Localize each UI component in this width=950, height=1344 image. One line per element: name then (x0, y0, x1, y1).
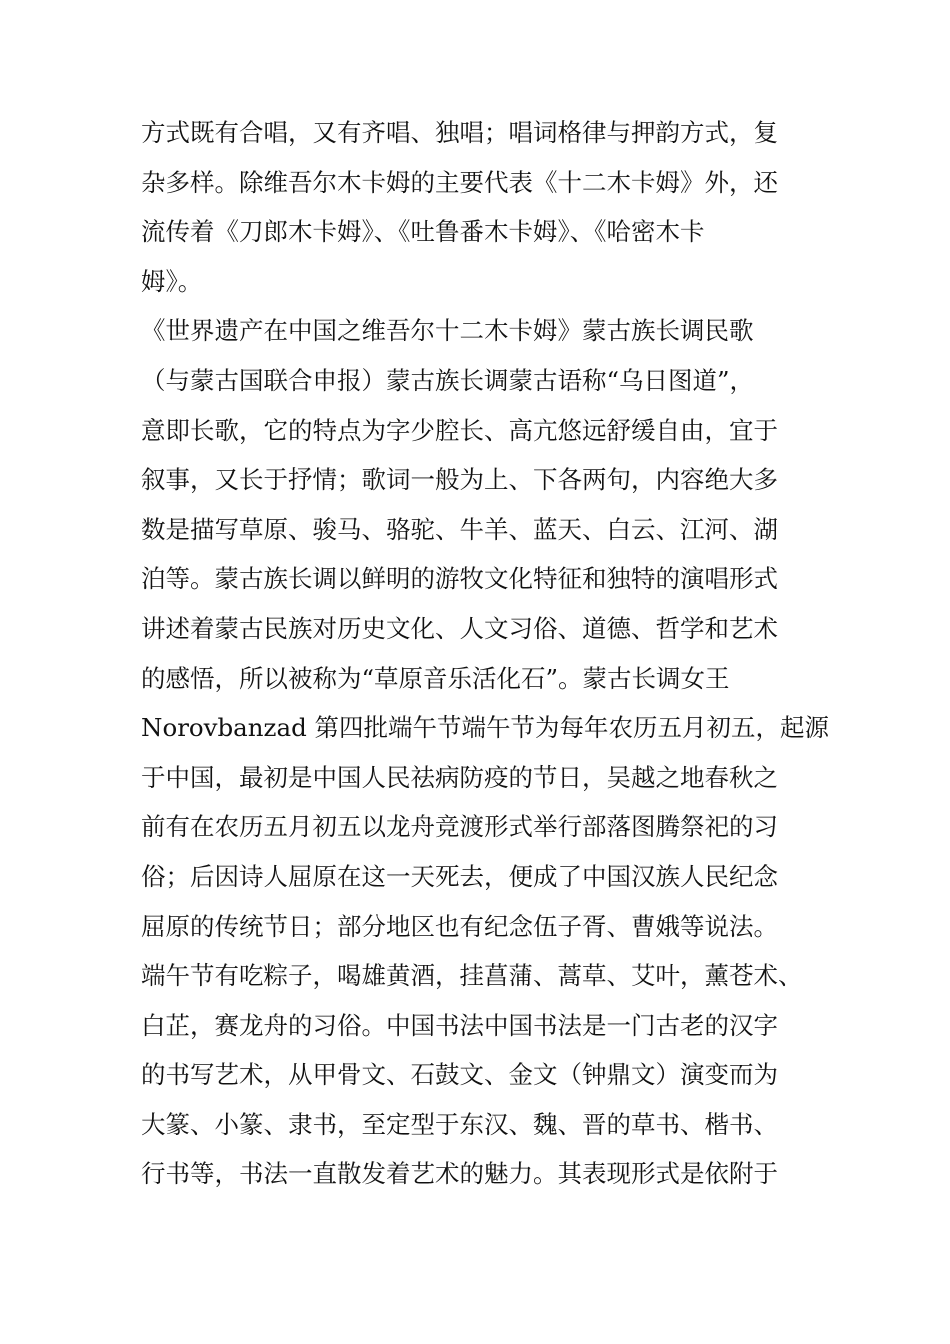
text-line: （与蒙古国联合申报）蒙古族长调蒙古语称“乌日图道”， (141, 365, 755, 395)
body-text (141, 108, 841, 1199)
text-line: 方式既有合唱，又有齐唱、独唱；唱词格律与押韵方式，复 (141, 118, 778, 147)
text-line: 《世界遗产在中国之维吾尔十二木卡姆》蒙古族长调民歌 (141, 316, 754, 346)
text-line: 俗；后因诗人屈原在这一天死去，便成了中国汉族人民纪念 (141, 861, 778, 891)
text-line: Norovbanzad 第四批端午节端午节为每年农历五月初五，起源 (141, 713, 830, 743)
text-line: 屈原的传统节日；部分地区也有纪念伍子胥、曹娥等说法。 (141, 911, 778, 941)
text-line: 杂多样。除维吾尔木卡姆的主要代表《十二木卡姆》外，还 (141, 167, 778, 197)
text-line: 泊等。蒙古族长调以鲜明的游牧文化特征和独特的演唱形式 (141, 564, 778, 594)
text-line: 前有在农历五月初五以龙舟竞渡形式举行部落图腾祭祀的习 (141, 812, 778, 842)
text-line: 叙事，又长于抒情；歌词一般为上、下各两句，内容绝大多 (141, 465, 778, 495)
text-line: 的书写艺术，从甲骨文、石鼓文、金文（钟鼎文）演变而为 (141, 1060, 778, 1090)
text-line: 意即长歌，它的特点为字少腔长、高亢悠远舒缓自由，宜于 (141, 415, 778, 445)
text-line: 大篆、小篆、隶书，至定型于东汉、魏、晋的草书、楷书、 (141, 1109, 778, 1139)
text-line: 的感悟，所以被称为“草原音乐活化石”。蒙古长调女王 (141, 663, 730, 693)
text-line: 流传着《刀郎木卡姆》、《吐鲁番木卡姆》、《哈密木卡 (141, 217, 705, 247)
text-line: 讲述着蒙古民族对历史文化、人文习俗、道德、哲学和艺术 (141, 613, 778, 643)
text-line: 端午节有吃粽子，喝雄黄酒，挂菖蒲、蒿草、艾叶，薰苍术、 (141, 961, 803, 991)
text-line: 行书等，书法一直散发着艺术的魅力。其表现形式是依附于 (141, 1159, 778, 1189)
text-line: 数是描写草原、骏马、骆驼、牛羊、蓝天、白云、江河、湖 (141, 514, 778, 544)
text-line: 白芷，赛龙舟的习俗。中国书法中国书法是一门古老的汉字 (141, 1010, 778, 1040)
text-line: 姆》。 (141, 266, 203, 296)
text-line: 于中国，最初是中国人民祛病防疫的节日，吴越之地春秋之 (141, 762, 778, 792)
